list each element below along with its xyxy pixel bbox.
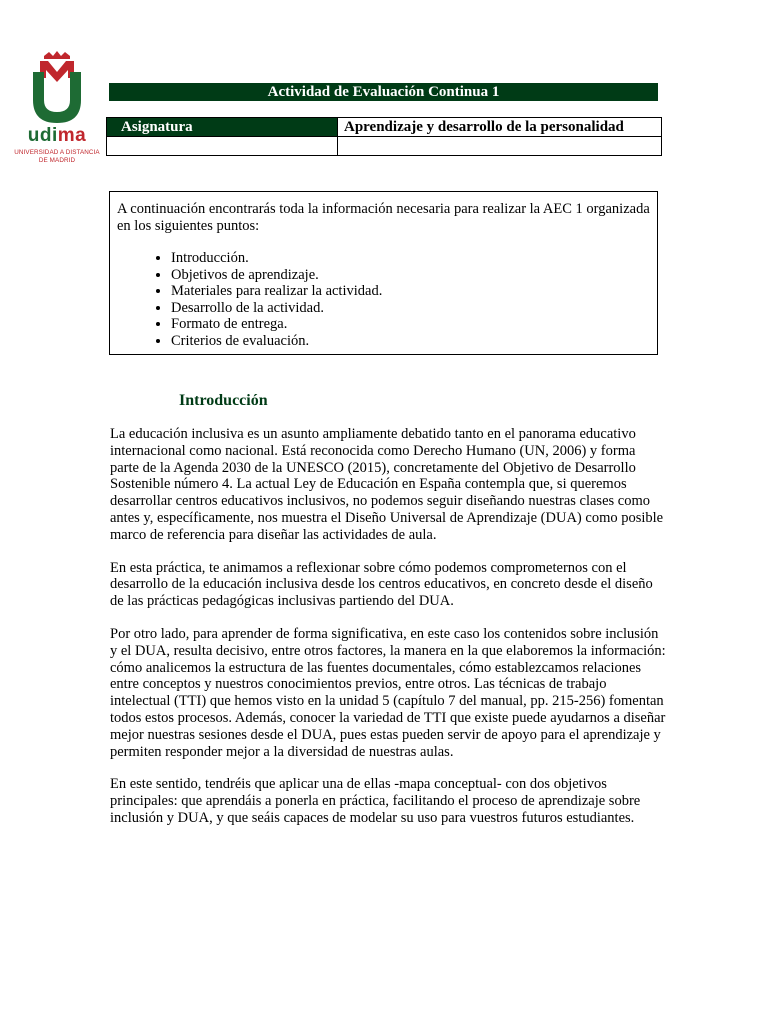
udima-tagline (8, 149, 106, 164)
empty-cell (107, 137, 338, 156)
subject-table (106, 117, 662, 156)
udima-logo (8, 50, 106, 168)
subject-label: Asignatura (107, 118, 338, 137)
list-item: • Introducción. (171, 250, 650, 267)
activity-title: Actividad de Evaluación Continua 1 (109, 83, 658, 101)
subject-empty-row (107, 137, 662, 156)
subject-value: Aprendizaje y desarrollo de la personalidad (338, 118, 662, 137)
topics-list (117, 250, 650, 349)
info-intro: A continuación encontrarás toda la información necesaria para realizar la AEC 1 organizada en los siguientes puntos: (117, 201, 650, 234)
list-item: • Formato de entrega. (171, 316, 650, 333)
udima-emblem-icon (8, 50, 106, 126)
paragraph: La educación inclusiva es un asunto ampliamente debatido tanto en el panorama educativo internacional como nacional. Está reconocida como Derecho Humano (UN, 2006) y forma parte de la Agenda 2030 de la UNESCO (2015), concretamente del Objetivo de Desarrollo Sostenible número 4. La actual Ley de Educación en España contempla que, si queremos desarrollar centros educativos inclusivos, no podemos seguir diseñando nuestras clases como antes y, específicamente, nos muestra el Diseño Universal de Aprendizaje (DUA) como posible marco de referencia para diseñar las actividades de aula. (110, 426, 664, 543)
udima-wordmark: udima (27, 125, 87, 146)
tagline-line-1: UNIVERSIDAD A DISTANCIA (14, 149, 100, 156)
list-item: • Desarrollo de la actividad. (171, 300, 650, 317)
subject-row (107, 118, 662, 137)
introduction-heading: Introducción (179, 392, 268, 409)
list-item: • Objetivos de aprendizaje. (171, 267, 650, 284)
list-item: • Criterios de evaluación. (171, 333, 650, 350)
paragraph: En esta práctica, te animamos a reflexionar sobre cómo podemos comprometernos con el desarrollo de la educación inclusiva desde los centros educativos, en concreto desde el diseño de las prácticas pedagógicas inclusivas partiendo del DUA. (110, 559, 653, 610)
info-box (109, 191, 658, 355)
introduction-body (110, 426, 666, 843)
list-item: • Materiales para realizar la actividad. (171, 283, 650, 300)
empty-cell (338, 137, 662, 156)
paragraph: En este sentido, tendréis que aplicar una de ellas -mapa conceptual- con dos objetivos principales: que aprendáis a ponerla en práctica, facilitando el proceso de aprendizaje sobre inclusión y DUA, y que seáis capaces de modelar su uso para vuestros futuros estudiantes. (110, 776, 641, 826)
tagline-line-2: DE MADRID (38, 156, 76, 164)
paragraph: Por otro lado, para aprender de forma significativa, en este caso los contenidos sobre inclusión y el DUA, resulta decisivo, entre otros factores, la manera en la que elaboremos la información: cómo analicemos la estructura de las fuentes documentales, cómo establezcamos relaciones entre conceptos y nuestros conocimientos previos, entre otros. Las técnicas de trabajo intelectual (TTI) que hemos visto en la unidad 5 (capítulo 7 del manual, pp. 215-256) fomentan todos estos procesos. Además, conocer la variedad de TTI que existe puede ayudarnos a diseñar mejor nuestras sesiones desde el DUA, pues estas pueden servir de apoyo para el aprendizaje y permiten responder mejor a la diversidad de nuestras aulas. (110, 625, 666, 760)
